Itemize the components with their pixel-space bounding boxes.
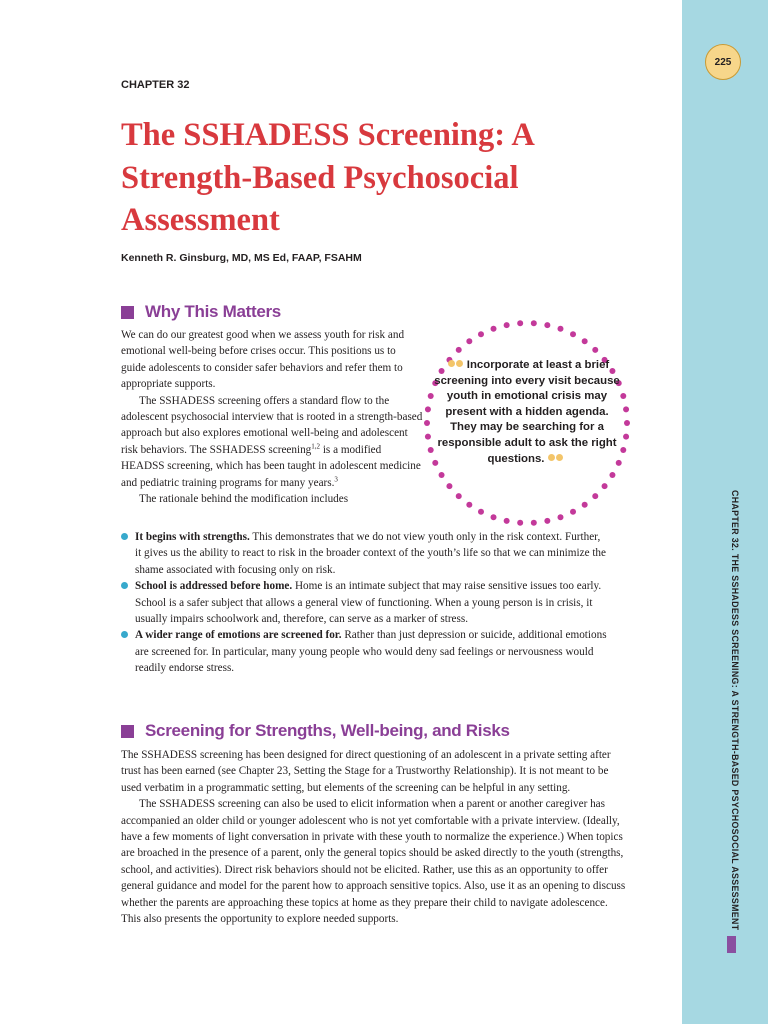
paragraph: The rationale behind the modification includes: [139, 493, 349, 506]
chapter-label: CHAPTER 32: [121, 79, 190, 91]
ring-dot: [609, 472, 615, 478]
ring-dot: [592, 347, 598, 353]
ring-dot: [602, 483, 608, 489]
section-heading-text: Why This Matters: [145, 302, 281, 321]
paragraph: We can do our greatest good when we assess youth for risk and emotional well-being before crises occur. This positions us to guide adolescents to consider safer behaviors and refer them to appropriate supports.: [121, 329, 405, 391]
ring-dot: [478, 331, 484, 337]
ring-dot: [504, 518, 510, 524]
section1-intro: [121, 327, 423, 507]
ring-dot: [504, 322, 510, 328]
bullet-text: Home is an intimate subject that may raise sensitive issues too early. School is a safer subject that allows a general view of functioning. When a young person is in crisis, it usually impairs schoolwork and, therefore, can serve as a marker of stress.: [135, 580, 602, 626]
ring-dot: [531, 320, 537, 326]
ring-dot: [592, 493, 598, 499]
ring-dot: [425, 434, 431, 440]
section-square-icon: [121, 725, 134, 738]
author-line: Kenneth R. Ginsburg, MD, MS Ed, FAAP, FSAHM: [121, 252, 362, 264]
bullet-icon: [121, 533, 128, 540]
bullet-icon: [121, 631, 128, 638]
ring-dot: [582, 502, 588, 508]
section2-body: [121, 747, 626, 927]
ring-dot: [425, 406, 431, 412]
section-heading-text: Screening for Strengths, Well-being, and Risks: [145, 721, 510, 740]
ring-dot: [478, 509, 484, 515]
bullet-lead: It begins with strengths.: [135, 531, 250, 543]
paragraph-text: The SSHADESS screening offers a standard flow to the adolescent psychosocial interview that is rooted in a strength-based approach but also explores emotional well-being and adolescent risk behaviors. The SSHADESS screening: [121, 394, 423, 456]
ring-dot: [624, 420, 630, 426]
bullet-lead: School is addressed before home.: [135, 580, 293, 593]
ring-dot: [466, 338, 472, 344]
list-item: [121, 627, 609, 676]
page-title: The SSHADESS Screening: A Strength-Based Psychosocial Assessment: [121, 117, 534, 238]
ring-dot: [544, 518, 550, 524]
ring-dot: [570, 509, 576, 515]
ring-dot: [557, 326, 563, 332]
citation: 3: [334, 474, 338, 483]
ring-dot: [531, 520, 537, 526]
bullet-list: [121, 529, 609, 677]
ring-dot: [570, 331, 576, 337]
running-head-marker: [727, 936, 736, 953]
ring-dot: [439, 472, 445, 478]
ring-dot: [557, 514, 563, 520]
list-item: [121, 578, 609, 627]
ring-dot: [456, 347, 462, 353]
ring-dot: [491, 326, 497, 332]
ring-dot: [623, 434, 629, 440]
page-number-badge: 225: [705, 44, 741, 80]
open-quote-icon: [448, 358, 464, 374]
ring-dot: [466, 502, 472, 508]
paragraph: The SSHADESS screening has been designed for direct questioning of an adolescent in a private setting after trust has been earned (see Chapter 23, Setting the Stage for a Trustworthy Relationship). It is not meant to be used verbatim in a programmatic setting, but elements of the screening can be helpful in any setting.: [121, 749, 611, 794]
close-quote-icon: [547, 452, 563, 468]
bullet-lead: A wider range of emotions are screened for.: [135, 629, 342, 642]
section-heading-why: [121, 302, 281, 322]
ring-dot: [623, 406, 629, 412]
paragraph: [121, 393, 423, 491]
ring-dot: [517, 320, 523, 326]
ring-dot: [456, 493, 462, 499]
list-item: [121, 529, 609, 578]
ring-dot: [544, 322, 550, 328]
ring-dot: [491, 514, 497, 520]
paragraph-text: is a modified HEADSS screening, which has been taught in adolescent medicine and pediatric training programs for many years.: [121, 443, 421, 489]
citation: 1,2: [311, 442, 321, 451]
running-head: CHAPTER 32. THE SSHADESS SCREENING: A STRENGTH-BASED PSYCHOSOCIAL ASSESSMENT: [730, 490, 740, 931]
bullet-text: This demonstrates that we do not view youth only in the risk context. Further, it gives us the ability to react to risk in the broader context of the youth’s life so that we can minimize the shame associated with focusing only on risk.: [135, 531, 606, 576]
ring-dot: [446, 483, 452, 489]
bullet-text: Rather than just depression or suicide, additional emotions are screened for. In particular, many young people who would deny sad feelings or nervousness would readily endorse stress.: [135, 629, 607, 675]
paragraph: The SSHADESS screening can also be used to elicit information when a parent or another caregiver has accompanied an older child or younger adolescent who is not yet comfortable with a private interview. (Ideally, have a few moments of light conversation in private with these youth to normalize the experience.) When topics are broached in the presence of a parent, only the general topics should be asked directly to the youth (strengths, school, and activities). Direct risk behaviors should not be elicited. Rather, use this as an opportunity to offer general guidance and model for the parent how to approach sensitive topics. Also, use it as an opening to discuss whether the parents are approaching these topics at home as they prepare their child to navigate adolescence. This also presents the opportunity to explore needed supports.: [121, 798, 626, 926]
ring-dot: [582, 338, 588, 344]
sidebar-band: [682, 0, 768, 1024]
section-heading-screening: [121, 721, 510, 741]
callout-text: Incorporate at least a brief screening into every visit because youth in emotional crisis may present with a hidden agenda. They may be searching for a responsible adult to ask the right questions.: [434, 359, 620, 465]
section-square-icon: [121, 306, 134, 319]
bullet-icon: [121, 582, 128, 589]
ring-dot: [424, 420, 430, 426]
callout-quote: [432, 358, 622, 467]
ring-dot: [517, 520, 523, 526]
